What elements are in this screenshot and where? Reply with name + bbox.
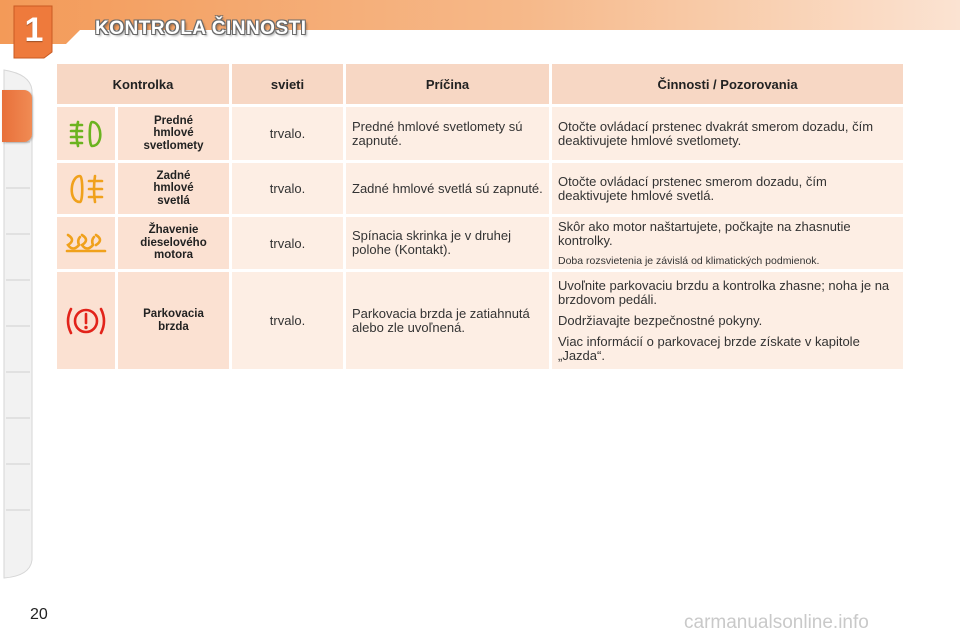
action-text: Skôr ako motor naštartujete, počkajte na zhasnutie kontrolky. <box>558 218 851 248</box>
action-note: Doba rozsvietenia je závislá od klimatických podmienok. <box>558 254 820 267</box>
chapter-number: 1 <box>24 11 44 49</box>
action-text: Dodržiavajte bezpečnostné pokyny. <box>558 312 763 328</box>
light-name: Zadné hmlové svetlá <box>118 163 229 214</box>
light-action <box>552 217 903 269</box>
light-state: trvalo. <box>232 217 343 269</box>
table-row <box>57 217 903 269</box>
front-fog-light-icon <box>57 107 115 160</box>
light-state: trvalo. <box>232 163 343 214</box>
light-state: trvalo. <box>232 272 343 369</box>
active-chapter-tab[interactable] <box>2 90 32 142</box>
light-cause: Zadné hmlové svetlá sú zapnuté. <box>346 163 549 214</box>
column-header-svieti: svieti <box>232 64 343 104</box>
rear-fog-light-icon <box>57 163 115 214</box>
table-row <box>57 163 903 214</box>
table-row <box>57 272 903 369</box>
column-header-pricina: Príčina <box>346 64 549 104</box>
light-name: Predné hmlové svetlomety <box>118 107 229 160</box>
column-header-cinnosti: Činnosti / Pozorovania <box>552 64 903 104</box>
action-text: Otočte ovládací prstenec smerom dozadu, čím deaktivujete hmlové svetlá. <box>558 173 827 203</box>
light-name: Parkovacia brzda <box>118 272 229 369</box>
table-header-row <box>57 64 903 104</box>
light-action <box>552 163 903 214</box>
column-header-kontrolka: Kontrolka <box>57 64 229 104</box>
light-cause: Predné hmlové svetlomety sú zapnuté. <box>346 107 549 160</box>
action-text: Otočte ovládací prstenec dvakrát smerom dozadu, čím deaktivujete hmlové svetlomety. <box>558 118 874 148</box>
light-name: Žhavenie dieselového motora <box>118 217 229 269</box>
light-state: trvalo. <box>232 107 343 160</box>
action-text: Uvoľnite parkovaciu brzdu a kontrolka zhasne; noha je na brzdovom pedáli. <box>558 277 890 307</box>
light-action <box>552 272 903 369</box>
glow-plug-icon <box>57 217 115 269</box>
light-cause: Parkovacia brzda je zatiahnutá alebo zle uvoľnená. <box>346 272 549 369</box>
light-action <box>552 107 903 160</box>
warning-lights-table <box>57 64 903 372</box>
parking-brake-icon <box>57 272 115 369</box>
page-number: 20 <box>30 606 48 623</box>
watermark: carmanualsonline.info <box>684 612 869 633</box>
action-text: Viac informácií o parkovacej brzde získate v kapitole „Jazda“. <box>558 333 860 363</box>
light-cause: Spínacia skrinka je v druhej polohe (Kontakt). <box>346 217 549 269</box>
table-row <box>57 107 903 160</box>
page-title: KONTROLA ČINNOSTI <box>95 18 307 39</box>
